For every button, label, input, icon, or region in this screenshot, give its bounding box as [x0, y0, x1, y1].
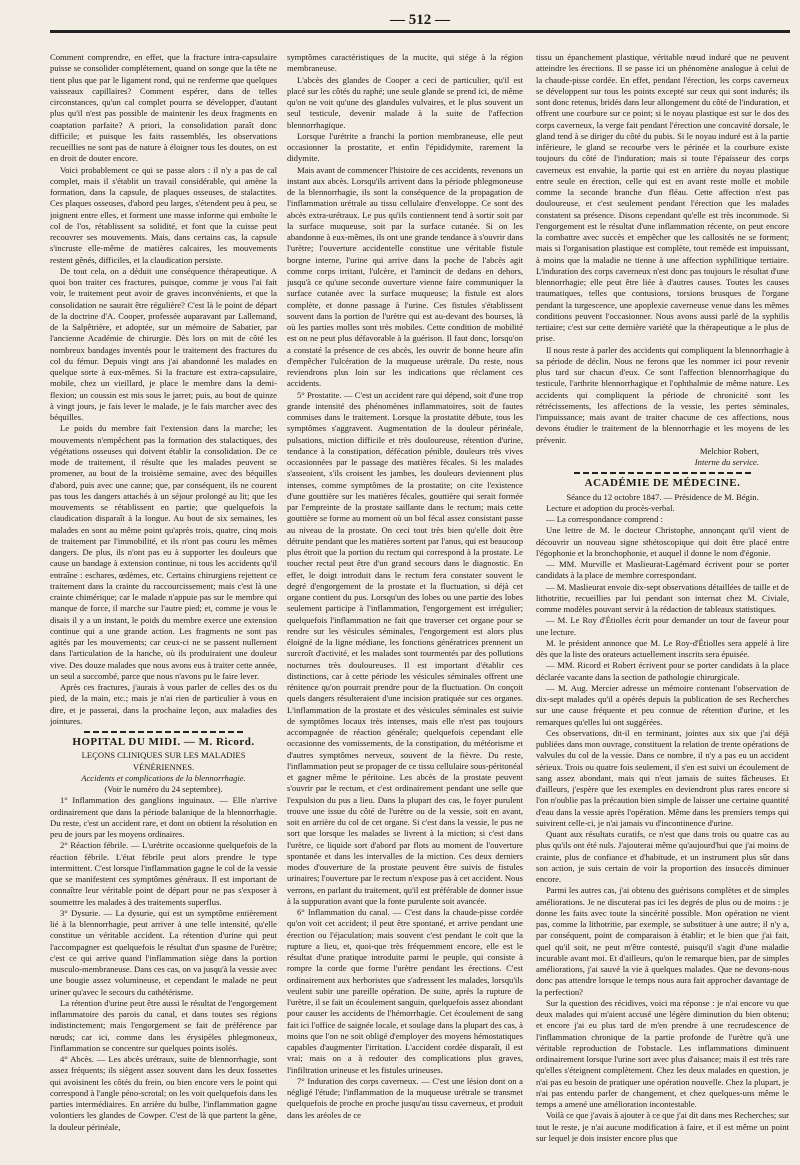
paragraph: Comment comprendre, en effet, que la fracture intra-capsulaire puisse se consolider complétement, quand on songe que la tête ne tient plus que par le ligament rond, qui ne renferme que quelques vaisseaux capillaires? Comment espérer, dans de telles circonstances, qu'un cal complet pourra se développer, d'autant plus qu'il n'est pas possible de maintenir les deux fragments en coaptation parfaite? A priori, la consolidation paraît donc difficile; et puisque les faits rassemblés, les observations recueillies ne sont pas de nature à éloigner tous les doutes, on est en droit de douter encore.	[50, 52, 277, 164]
paragraph: — M. Le Roy d'Étiolles écrit pour demander un tour de faveur pour une lecture.	[536, 615, 789, 637]
section-subtitle: LEÇONS CLINIQUES SUR LES MALADIES VÉNÉRIENNES.	[81, 750, 246, 772]
section-subtitle-italic: Accidents et complications de la blennorrhagie.	[81, 772, 246, 783]
paragraph: De tout cela, on a déduit une conséquence thérapeutique. A quoi bon traiter ces fractures, puisque, comme je vous l'ai fait voir, le traitement peut avoir de graves inconvénients, et que la consolidation ne saurait être régulière? C'est là le point de départ de la doctrine d'A. Cooper, professée auparavant par Lallemand, de la Salpêtrière, et adoptée, sur un mémoire de Sabatier, par l'ancienne Académie de chirurgie. Dès lors on mit de côté les nombreux bandages inventés pour le traitement des fractures du col du fémur. Depuis vingt ans j'ai abandonné les malades en quelque sorte à eux-mêmes. Si la fracture est extra-capsulaire, mobile, chez un vieillard, je place le membre dans la demi-flexion; un coussin est mis sous le jarret; puis, au bout de quinze à vingt jours, je fais lever le malade, je le fais marcher avec des béquilles.	[50, 265, 277, 422]
paragraph: Lecture et adoption du procès-verbal.	[546, 502, 675, 513]
paragraph: — MM. Ricord et Robert écrivent pour se porter candidats à la place déclarée vacante dans la section de pathologie chirurgicale.	[536, 660, 789, 682]
page-number: — 512 —	[390, 12, 450, 28]
section-title-academie: ACADÉMIE DE MÉDECINE.	[584, 477, 741, 490]
paragraph: Quant aux résultats curatifs, ce n'est que dans trois ou quatre cas au plus qu'ils ont été nuls. J'ajouterai même qu'aujourd'hui que j'ai moins de crainte, plus de confiance et d'habitude, et un instrument plus sûr dans son action, je suis certain de voir la proportion des insuccès diminuer encore.	[536, 829, 789, 884]
paragraph: — M. Aug. Mercier adresse un mémoire contenant l'observation de dix-sept malades qu'il a opérés depuis la publication de ses Recherches sur une cause fréquente et peu connue de rétention d'urine, et les remarques qu'elles lui ont suggérées.	[536, 682, 789, 727]
paragraph: M. le président annonce que M. Le Roy-d'Étiolles sera appelé à lire dès que la liste des orateurs actuellement inscrits sera épuisée.	[536, 637, 789, 659]
paragraph: Une lettre de M. le docteur Christophe, annonçant qu'il vient de découvrir un nouveau signe sthétoscopique qui doit être placé entre l'égophonie et la bronchophonie, et auquel il donne le nom d'égonie.	[536, 525, 789, 558]
page-header	[50, 10, 790, 34]
signature	[536, 446, 789, 469]
paragraph: 3° Dysurie. — La dysurie, qui est un symptôme entièrement lié à la blennorrhagie, peut arriver à une telle intensité, qu'elle constitue un véritable accident. La rétention d'urine qui peut l'accompagner est quelquefois le résultat d'un spasme de l'urètre; c'est ce qui arrive quand l'inflammation siège dans la portion musculo-membraneuse. Dans ces cas, on va jusqu'à la vessie avec une bougie assez volumineuse, et cependant le malade ne peut uriner qu'avec le secours du cathétérisme.	[50, 907, 277, 997]
section-subtitle: Séance du 12 octobre 1847. — Présidence de M. Bégin.	[566, 491, 759, 502]
paragraph: La rétention d'urine peut être aussi le résultat de l'engorgement inflammatoire des parois du canal, et dans toutes ses régions indistinctement; mais l'engorgement se fait de préférence par nœuds; car ici, comme dans les érysipèles phlegmoneux, l'inflammation se concentre sur quelques points isolés.	[50, 997, 277, 1053]
paragraph: 6° Inflammation du canal. — C'est dans la chaude-pisse cordée qu'on voit cet accident; il peut être spontané, et arrive pendant une érection ou l'éjaculation; mais souvent c'est pendant le coït que la rupture a lieu, et, quoi-que très fréquemment encore, elle est le résultat d'une pratique introduite parmi le peuple, qui consiste à rompre la corde que forme l'urètre pendant les érections. C'est ordinairement aux herboristes que s'adressent les malades, lorsqu'ils veulent subir une pareille opération. De suite, après la rupture de l'urètre, il se fait un écoulement sanguin, quelquefois assez abondant pour causer les accidents de l'hémorrhagie. Cet écoulement de sang fait ici l'office de saignée locale, et soulage dans la plupart des cas, à moins que l'on ne soit obligé d'employer des moyens hémostatiques capables d'augmenter l'irritation. L'accident cordée disparaît, il est vrai; mais on a à redouter des complications plus graves, l'infiltration urineuse et les fistules urineuses.	[287, 907, 523, 1075]
paragraph: 2° Réaction fébrile. — L'urétrite occasionne quelquefois de la réaction fébrile. L'état fébrile peut alors prendre le type intermittent. C'est lorsque l'inflammation gagne le col de la vessie que se manifestent ces symptômes généraux. Il est important de connaître leur véritable point de départ pour ne pas s'exposer à soumettre les malades à des traitements superflus.	[50, 840, 277, 907]
paragraph: Ces observations, dit-il en terminant, jointes aux six que j'ai déjà publiées dans mon ouvrage, constituent la relation de trente opérations de valvules du col de la vessie. Dans ce nombre, il n'y a pas eu un accident sérieux. Trois ou quatre fois seulement, il s'en est suivi un écoulement de sang assez abondant, mais qui n'eut jamais de suites fâcheuses. Et d'ailleurs, j'espère que les exemples en deviendront plus rares encore si l'on n'oublie pas la précaution bien simple de laisser une certaine quantité d'eau dans la vessie après l'opération. Même dans les premiers temps qui suivirent celle-ci, je n'ai jamais vu d'incontinence d'urine.	[536, 727, 789, 828]
paragraph: 7° Induration des corps caverneux. — C'est une lésion dont on a négligé l'étude; l'inflammation de la muqueuse urétrale se transmet quelquefois de proche en proche jusqu'au tissu caverneux, et produit dans les aréoles de ce	[287, 1075, 523, 1120]
paragraph: symptômes caractéristiques de la mucite, qui siége à la région membraneuse.	[287, 52, 523, 74]
paragraph: Après ces fractures, j'aurais à vous parler de celles des os du pied, de la main, etc.; mais je n'ai rien de particulier à vous en dire, et je passerai, dans la prochaine leçon, aux maladies des jointures.	[50, 682, 277, 726]
paragraph: Le poids du membre fait l'extension dans la marche; les mouvements n'empêchent pas la formation des stalactiques, des végétations osseuses qui doivent établir la consolidation. De ce mode de traitement, il résulte que les malades peuvent se promener, au bout de la troisième semaine, avec des béquilles d'abord, puis avec une canne; que, par conséquent, ils ne courent pas tous les dangers attachés à un séjour prolongé au lit; que les mouvements se rétablissent en partie; que quelquefois la claudication disparaît à la longue. Au bout de six semaines, les malades en sont au même point qu'après trois, quatre, cinq mois de traitement par l'immobilité, et ils n'ont pas couru les mêmes dangers. De plus, ils n'ont pas eu à supporter les douleurs que cause un bandage à extension continue, ni tous les accidents qu'il entraîne : eschares, œdèmes, etc. Certains chirurgiens rejettent ce traitement dans la crainte du raccourcissement; mais c'est là une crainte chimérique; car le malade n'appuie pas sur le membre qui manque de force, il marche sur l'autre pied; et, comme je vous le disais il y a un instant, le poids du membre exerce une extension continue qui a une grande action. Les fragments ne sont pas agités par les mouvements; car ceux-ci ne se passent nullement dans l'articulation de la hanche, où ils produiraient une douleur vive. Des douze malades que nous avons eus à traiter cette année, un seul a succombé, parce que nous n'avons pu le faire lever.	[50, 423, 277, 681]
paragraph: L'abcès des glandes de Cooper a ceci de particulier, qu'il est placé sur les côtés du raphé; une seule glande se prend ici, de même qu'on ne voit qu'une des glandules vulvaires, et le plus souvent un seul testicule, devenir malade à la suite de l'affection blennorrhagique.	[287, 74, 523, 130]
paragraph: tissu un épanchement plastique, véritable nœud induré que ne peuvent atteindre les érections. Il se passe ici un phénomène analogue à celui de la chaude-pisse cordée. En effet, pendant l'érection, les corps caverneux se développent sur tous les points excepté sur ceux qui sont indurés; ils sont donc retenus, bridés dans leur allongement du côté de l'induration, et offrent une courbure sur ce point; si le noyau plastique est sur le dos des corps caverneux, la verge fait pendant l'érection une concavité dorsale, le gland tend à se diriger du côté du pubis. Si le noyau induré est à la partie inférieure, le gland se recourbe vers le périnée et la courbure existe toujours du côté de l'induration; mais si toute l'épaisseur des corps caverneux est envahie, la partie qui est en arrière du noyau plastique entre seule en érection, celle qui est en avant reste molle et mobile comme la seconde branche d'un fléau. Cette affection n'est pas douloureuse, et c'est seulement pendant l'érection que les malades constatent sa présence. Disons cependant qu'elle est très incommode. Si l'engorgement est le résultat d'une inflammation récente, on peut encore la combattre avec succès et empêcher que les callosités ne se forment; mais si l'organisation plastique est complète, tout remède est impuissant, à moins que la maladie ne tienne à une affection syphilitique tertiaire. L'induration des corps caverneux n'est donc pas toujours le résultat d'une blennorrhagie; elle peut être liée à d'autres causes. Toutes les causes traumatiques, telles que contusions, torsions brusques de l'organe pendant la turgescence, une apoplexie caverneuse venue dans les mêmes conditions peuvent l'occasionner. Nous avons aussi parlé de la syphilis tertiaire; c'est sur cette dernière variété que la thérapeutique a le plus de prise.	[536, 52, 789, 344]
section-divider	[574, 472, 751, 474]
paragraph: — La correspondance comprend :	[546, 514, 663, 524]
paragraph: 4° Abcès. — Les abcès urétraux, suite de blennorrhagie, sont assez fréquents; ils siègent assez souvent dans les deux fossettes qui avoisinent les côtés du frein, ou bien encore vers le point qui correspond à l'angle péno-scrotal; on les voit quelquefois dans les parties intermédiaires. En arrière du bulbe, l'inflammation gagne volontiers les glandes de Cowper. C'est de là que partent la gêne, la douleur périnéale,	[50, 1054, 277, 1132]
paragraph: Voilà ce que j'avais à ajouter à ce que j'ai dit dans mes Recherches; sur tout le reste, je n'ai aucune modification à faire, et il est même un point sur lequel je dois insister encore plus que	[536, 1110, 789, 1143]
signature-name: Melchior Robert,	[699, 445, 759, 456]
paragraph: 1° Inflammation des ganglions inguinaux. — Elle n'arrive ordinairement que dans la période balanique de la blennorrhagie. Du reste, c'est un accident rare, et dont on obtient la résolution en peu de jours par les moyens ordinaires.	[50, 795, 277, 839]
paragraph: — MM. Murville et Maslieurat-Lagémard écrivent pour se porter candidats à la place de membre correspondant.	[536, 559, 789, 581]
paragraph: Lorsque l'urétrite a franchi la portion membraneuse, elle peut occasionner la prostatite, et enfin l'épididymite, rarement la didymite.	[287, 130, 523, 164]
paragraph: — M. Maslieurat envoie dix-sept observations détaillées de taille et de lithotritie, recueillies par lui pendant son internat chez M. Civiale, comme modèles pouvant servir à la rédaction de tableaux statistiques.	[536, 581, 789, 614]
paragraph: 5° Prostatite. — C'est un accident rare qui dépend, soit d'une trop grande intensité des phénomènes inflammatoires, soit de fautes commises dans le traitement. Lorsque la prostatite débute, tous les symptômes s'aggravent. Augmentation de la douleur périnéale, pulsations, miction difficile et très douloureuse, rétention d'urine, tendance à la constipation, défécation pénible, douleurs très vives occasionnées par le passage des matières fécales. Si les malades s'asseoient, s'ils croisent les jambes, les douleurs deviennent plus intenses, comme symptômes de la prostatite; on cite l'existence d'une gouttière sur les matières fécales, gouttière qui serait formée par l'empreinte de la prostate saillante dans le rectum; mais cette gouttière se forme au moment où un bol fécal assez consistant passe au niveau de la prostate. On ceci tout très bien qu'elle doit être détruite pendant que les matières sortent par l'anus, qui est beaucoup plus étroit que la portion du rectum qui correspond à la prostate. Le toucher rectal peut être d'un grand secours dans le diagnostic. En effet, le doigt introduit dans le rectum fera constater souvent le degré d'engorgement de la prostate et la fluctuation, si déjà cet organe contient du pus. Lorsqu'un des lobes ou une partie des lobes seulement participe à l'inflammation, l'engorgement est irrégulier; quelquefois l'inflammation ne fait que traverser cet organe pour se rendre sur les vésicules séminales, l'engorgement est alors plus éloigné de la ligne médiane, les fonctions génératrices prennent un surcroît d'activité, et les malades sont tourmentés par des pollutions nocturnes très douloureuses. Il est important d'établir ces distinctions, car à cette période les vésicules séminales offrent une rénitence qu'on pourrait prendre pour de la fluctuation. On conçoit quels dangers résulteraient d'une incision pratiquée sur ces organes. L'inflammation de la prostate et des vésicules séminales est suivie de symptômes locaux très intenses, mais elle n'est pas toujours accompagnée de réaction générale; quelquefois cependant elle occasionne des vomissements, de la constipation, du météorisme et d'autres symptômes nerveux, souvent de la fièvre. Du reste, l'inflammation peut se propager de ce tissu cellulaire sous-péritonéal et gagner même le péritoine. Les abcès de la prostate peuvent s'ouvrir par le rectum, et c'est ordinairement pendant une selle que l'expulsion du pus a lieu. Dans la plupart des cas, le foyer purulent trouve une issue du côté de l'urètre ou de la vessie, soit en avant, soit en arrière du col de cet organe. Si c'est dans la vessie, le pus ne sort que lorsque les malades se livrent à la miction; si c'est dans l'urètre, ce liquide sort d'abord par flots au moment de l'ouverture spontanée et dans les intervalles de la miction. Ces deux derniers modes d'ouverture de la prostate peuvent être suivis de fistules urinaires; l'ouverture par le rectum n'expose pas à cet accident. Nous verrons, en parlant du traitement, qu'il est préférable de donner issue à la suppuration avant que la fonte purulente soit avancée.	[287, 389, 523, 906]
paragraph: Mais avant de commencer l'histoire de ces accidents, revenons un instant aux abcès. Lorsqu'ils arrivent dans la période phlegmoneuse de la blennorrhagie, ils sont la conséquence de la propagation de l'inflammation urétrale au tissu cellulaire d'enveloppe. Ce sont des abcès extra-urétraux. Le pus qu'ils contiennent tend à sortir soit par la surface muqueuse, soit par la surface cutanée. Si on les abandonne à eux-mêmes, ils ont une grande tendance à s'ouvrir dans l'urètre; l'ouverture accidentelle constitue une véritable fistule borgne interne, l'urine qui arrive dans la poche de l'abcès agit comme corps irritant, l'ulcère, et l'amincit de dedans en dehors, jusqu'à ce qu'une seconde ouverture vienne faire communiquer la surface cutanée avec la surface muqueuse; la fistule est alors complète, et donne passage à l'urine. Ces fistules s'établissent souvent dans la portion de l'urètre qui est au-devant des bourses, là où les parties molles sont très mobiles. Cette condition de mobilité est on ne peut plus défavorable à la guérison. Il faut donc, lorsqu'on a constaté la présence de ces abcès, les ouvrir de bonne heure afin d'empêcher l'ulcération de la muqueuse urétrale. Du reste, nous reviendrons plus loin sur les indications que réclament ces accidents.	[287, 164, 523, 389]
paragraph: Voici probablement ce qui se passe alors : il n'y a pas de cal complet, mais il s'établit un travail considérable, qui amène la formation, dans la capsule, de plaques osseuses, de stalactites. Ces plaques osseuses, d'abord peu larges, s'étendent peu à peu, se joignent entre elles, et forment une masse informe qui emboîte le col de l'os, rétablissent sa solidité, et font que la cuisse peut recouvrer ses mouvements. Mais, dans certains cas, la capsule s'incruste elle-même de matières calcaires, les mouvements restent gênés, difficiles, et la claudication persiste.	[50, 164, 277, 265]
paragraph: Sur la question des récidives, voici ma réponse : je n'ai encore vu que deux malades qui m'aient accusé une légère diminution du bien obtenu; et encore j'ai eu plus tard de m'en prendre à une recrudescence de l'inflammation chronique de la partie profonde de l'urètre qu'à une véritable reproduction de l'obstacle. Les inflammations diminuent ordinairement lorsque l'urine sort avec plus d'aisance; mais il est très rare qu'elles s'éteignent complètement. Chez les deux malades en question, je n'ai pas eu besoin de pratiquer une opération nouvelle. Chez la plupart, je n'ai pas entendu parler de changement, et chez quelques-uns même le temps a amené une amélioration incontestable.	[536, 997, 789, 1109]
column-1	[50, 52, 277, 1160]
paragraph: Il nous reste à parler des accidents qui compliquent la blennorrhagie à sa période de déclin. Nous ne ferons que les nommer ici pour revenir plus tard sur chacun d'eux. Ce sont l'affection blennorrhagique du testicule, l'arthrite blennorrhagique et l'ophthalmie de même nature. Les accidents qui compliquent la période de chronicité sont les rétrécissements, les affections de la vessie, les pertes séminales, l'impuissance; mais avant de traiter chacune de ces affections, nous devons étudier le traitement de la blennorrhagie et les moyens de les prévenir.	[536, 344, 789, 445]
paragraph: Parmi les autres cas, j'ai obtenu des guérisons complètes et de simples améliorations. Je ne discuterai pas ici les degrés de plus ou de moins : je donne les faits avec toute la sincérité possible. Mon opération ne vient pas, comme la lithotritie, par exemple, se substituer à une autre; il n'y a, par conséquent, point de comparaison à établir; et le bien que j'ai fait, quel qu'il soit, ne peut m'être contesté, puisqu'il s'agit d'une maladie incurable avant moi. Et d'ailleurs, qu'on le remarque bien, par de simples améliorations, j'ai sauvé la vie à quelques malades. Que ne devons-nous donc pas attendre lorsque le temps nous aura fait approcher davantage de la perfection?	[536, 885, 789, 997]
section-title-hopital: HOPITAL DU MIDI. — M. Ricord.	[72, 736, 255, 748]
header-rule	[50, 30, 790, 33]
signature-title: Interne du service.	[694, 457, 759, 467]
section-reference: (Voir le numéro du 24 septembre).	[104, 784, 223, 794]
column-2	[287, 52, 523, 1160]
column-3	[536, 52, 789, 1160]
section-divider	[84, 731, 243, 733]
